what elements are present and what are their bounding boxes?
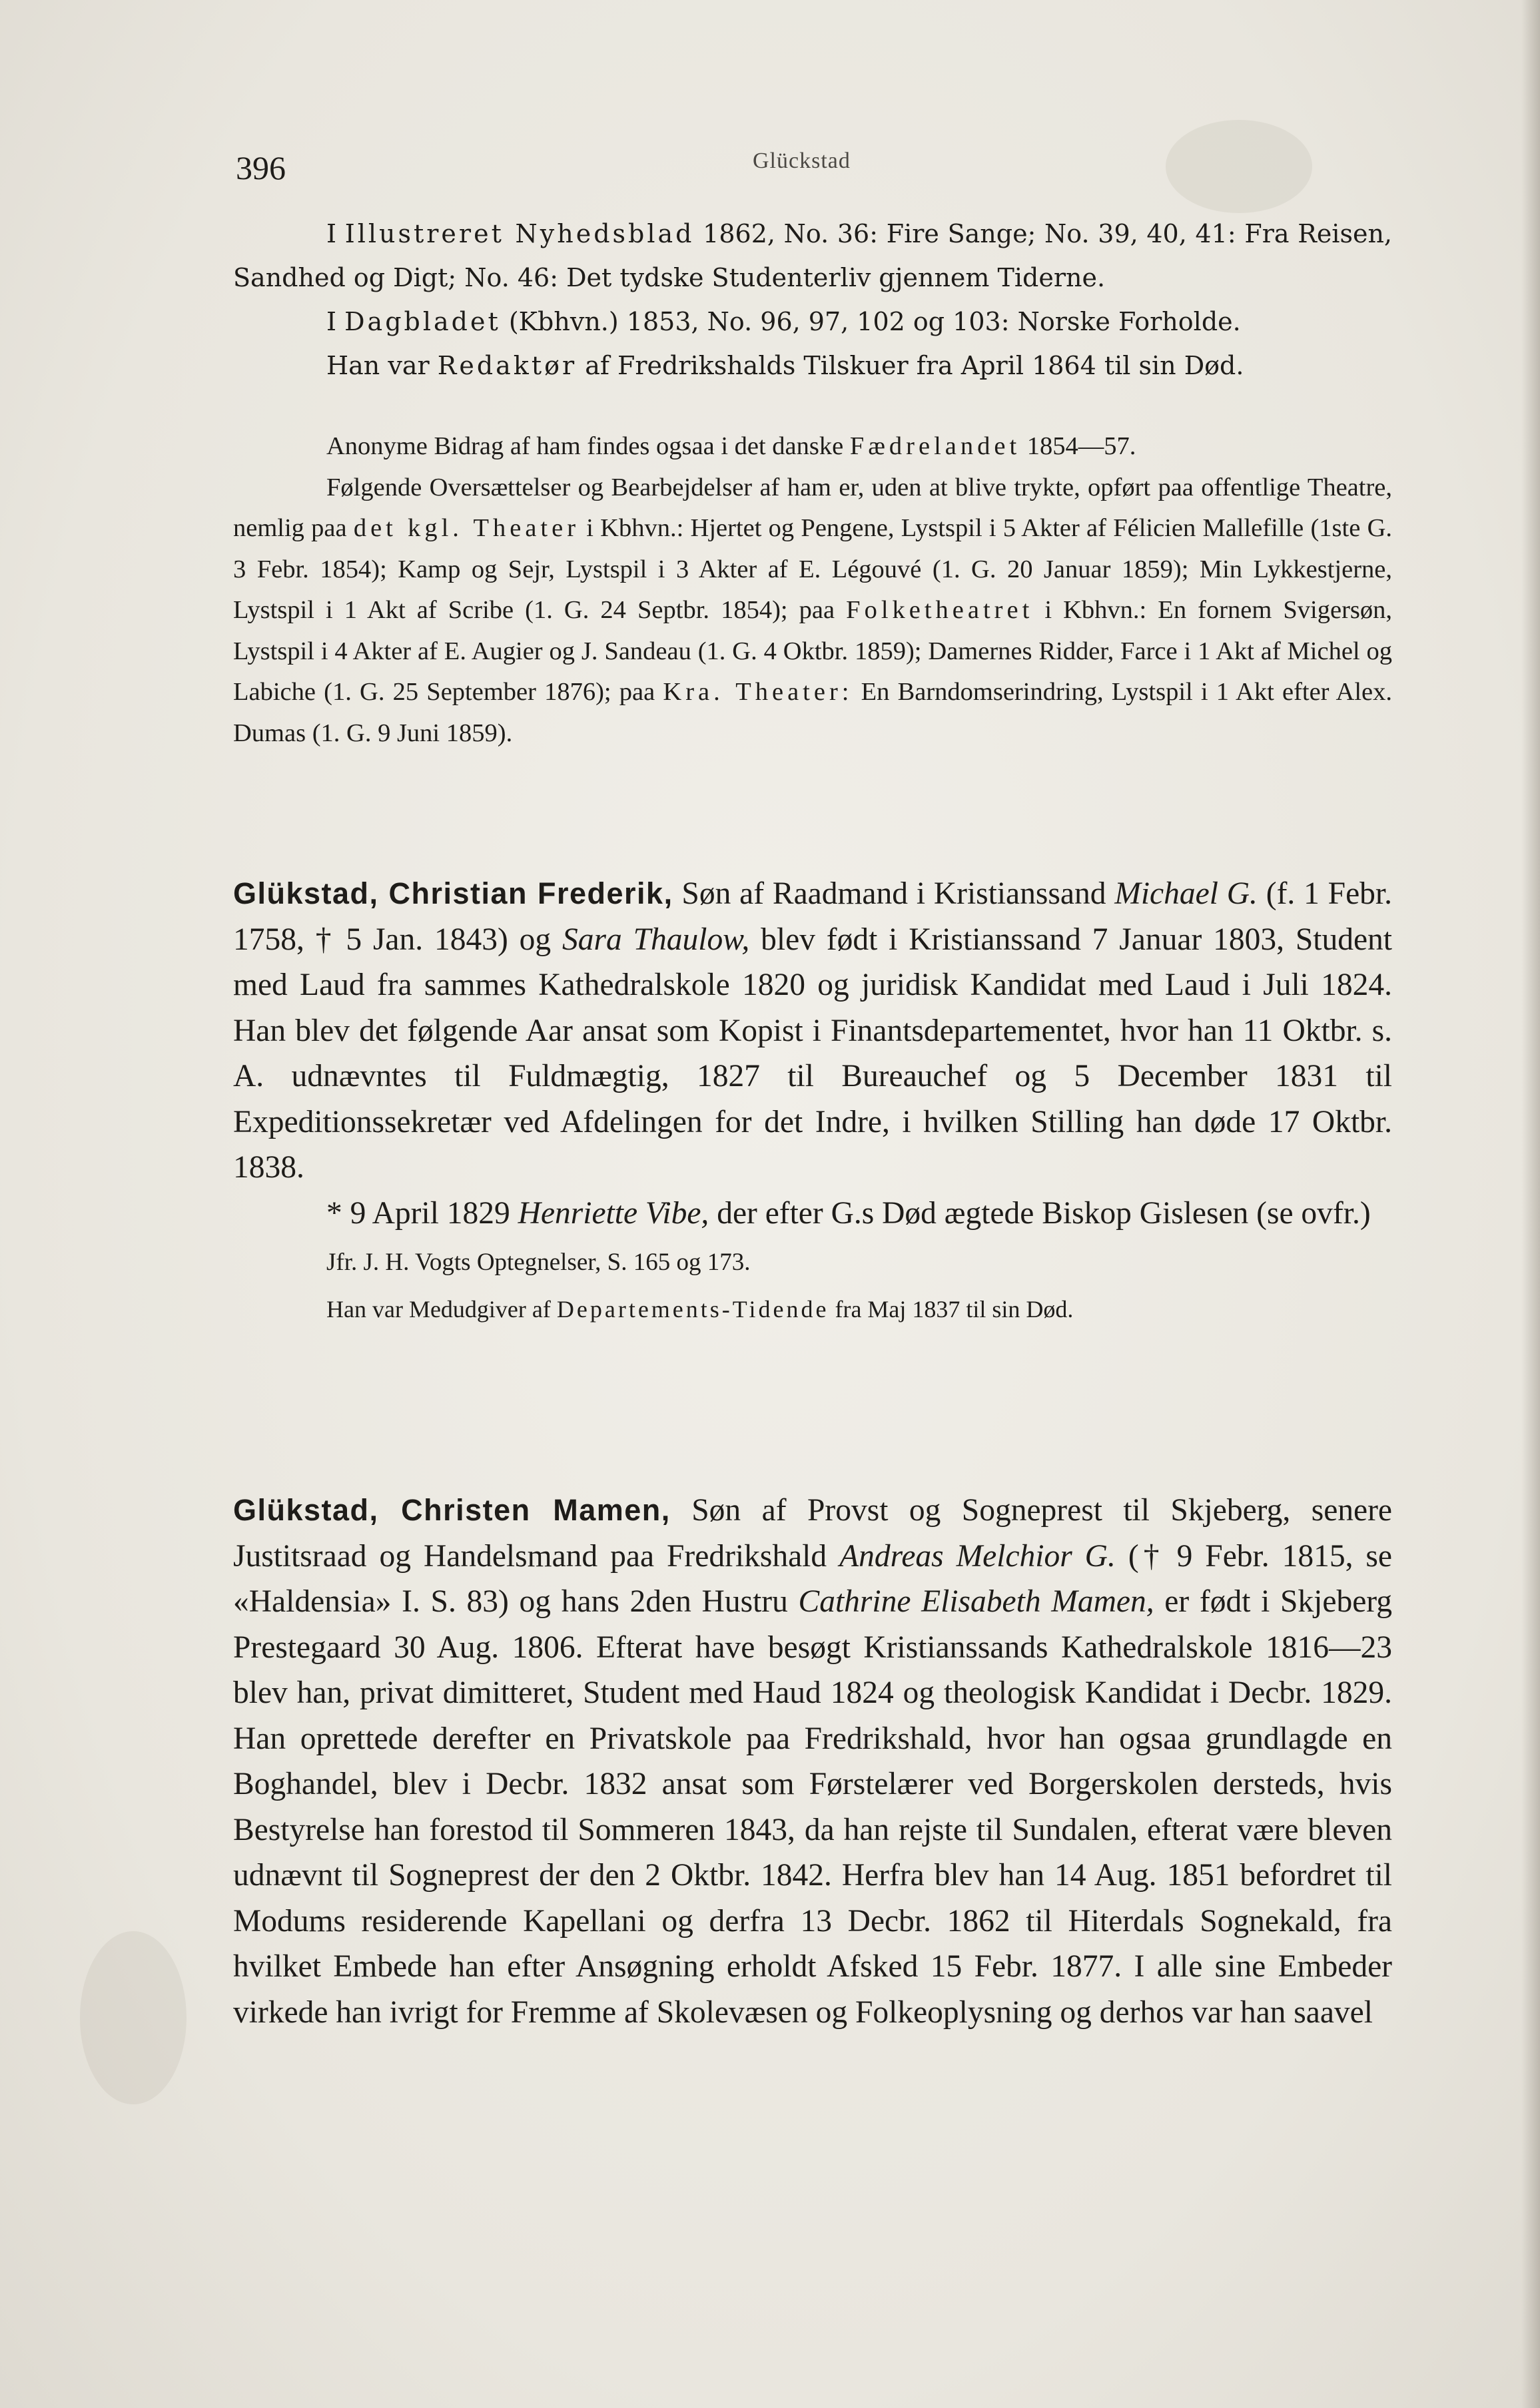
entry-body: Glükstad, Christen Mamen, Søn af Provst og Sogneprest til Skjeberg, senere Justitsraad og Handelsmand paa Fredrikshald Andreas Melchior G. († 9 Febr. 1815, se «Haldensia» I. S. 83) og hans 2den Hustru Cathrine Elisabeth Mamen, er født i Skjeberg Prestegaard 30 Aug. 1806. Efterat have besøgt Kristianssands Kathedralskole 1816—23 blev han, privat dimitteret, Student med Haud 1824 og theologisk Kandidat i Decbr. 1829. Han oprettede derefter en Privatskole paa Fredrikshald, hvor han ogsaa grundlagde en Boghandel, blev i Decbr. 1832 ansat som Førstelærer ved Borgerskolen dersteds, hvis Bestyrelse han forestod til Sommeren 1843, da han rejste til Sundalen, efterat være bleven udnævnt til Sogneprest der den 2 Oktbr. 1842. Herfra blev han 14 Aug. 1851 befordret til Modums residerende Kapellani og derfra 13 Decbr. 1862 til Hiterdals Sognekald, fra hvilket Embede han efter Ansøgning erholdt Afsked 15 Febr. 1877. I alle sine Embeder virkede han ivrigt for Fremme af Skolevæsen og Folkeoplysning og derhos var han saavel — [233, 1493, 1393, 2030]
entry-christen-mamen — [233, 1488, 1392, 2035]
small-print-notes — [233, 426, 1392, 754]
publication-title: Dagbladet — [344, 307, 501, 336]
paper-stain — [80, 1931, 187, 2104]
bibliography-item: I Illustreret Nyhedsblad 1862, No. 36: Fire Sange; No. 39, 40, 41: Fra Reisen, Sandhed og Digt; No. 46: Det tydske Studenterliv gjennem Tiderne. — [233, 219, 1393, 292]
publication-title: Illustreret Nyhedsblad — [344, 219, 695, 248]
entry-name: Glükstad, Christen Mamen, — [233, 1493, 671, 1527]
page-edge-shadow — [1521, 0, 1540, 2408]
reference-note: Jfr. J. H. Vogts Optegnelser, S. 165 og 173. — [326, 1249, 751, 1276]
editor-note: Han var Medudgiver af Departements-Tidende fra Maj 1837 til sin Død. — [326, 1296, 1074, 1323]
running-head — [233, 143, 1392, 190]
running-title: Glückstad — [753, 149, 851, 173]
fraktur-bibliography — [233, 212, 1392, 388]
page-number: 396 — [236, 149, 286, 186]
role-title: Redaktør — [437, 351, 578, 380]
translations-list: Følgende Oversættelser og Bearbejdelser af ham er, uden at blive trykte, opført paa offentlige Theatre, nemlig paa det kgl. Theater i Kbhvn.: Hjertet og Pengene, Lystspil i 5 Akter af Félicien Mallefille (1ste G. 3 Febr. 1854); Kamp og Sejr, Lystspil i 3 Akter af E. Légouvé (1. G. 20 Januar 1859); Min Lykkestjerne, Lystspil i 1 Akt af Scribe (1. G. 24 Septbr. 1854); paa Folketheatret i Kbhvn.: En fornem Svigersøn, Lystspil i 4 Akter af E. Augier og J. Sandeau (1. G. 4 Oktbr. 1859); Damernes Ridder, Farce i 1 Akt af Michel og Labiche (1. G. 25 September 1876); paa Kra. Theater: En Barndomserindring, Lystspil i 1 Akt efter Alex. Dumas (1. G. 9 Juni 1859). — [233, 473, 1393, 747]
entry-body: Glükstad, Christian Frederik, Søn af Raadmand i Kristianssand Michael G. (f. 1 Febr. 1758, † 5 Jan. 1843) og Sara Thaulow, blev født i Kristianssand 7 Januar 1803, Student med Laud fra sammes Kathedralskole 1820 og juridisk Kandidat med Laud i Juli 1824. Han blev det følgende Aar ansat som Kopist i Finantsdepartementet, hvor han 11 Oktbr. s. A. udnævntes til Fuldmægtig, 1827 til Bureauchef og 5 December 1831 til Expeditionssekretær ved Afdelingen for det Indre, i hvilken Stilling han døde 17 Oktbr. 1838. — [233, 876, 1392, 1185]
bibliography-item: Han var Redaktør af Fredrikshalds Tilskuer fra April 1864 til sin Død. — [326, 351, 1244, 380]
marriage-line: * 9 April 1829 Henriette Vibe, der efter G.s Død ægtede Biskop Gislesen (se ovfr.) — [326, 1195, 1371, 1231]
entry-christian-frederik — [233, 871, 1392, 1328]
anonymous-contributions: Anonyme Bidrag af ham findes ogsaa i det danske Fædrelandet 1854—57. — [326, 432, 1136, 460]
entry-name: Glükstad, Christian Frederik, — [233, 876, 673, 910]
bibliography-item: I Dagbladet (Kbhvn.) 1853, No. 96, 97, 102 og 103: Norske Forholde. — [326, 307, 1241, 336]
